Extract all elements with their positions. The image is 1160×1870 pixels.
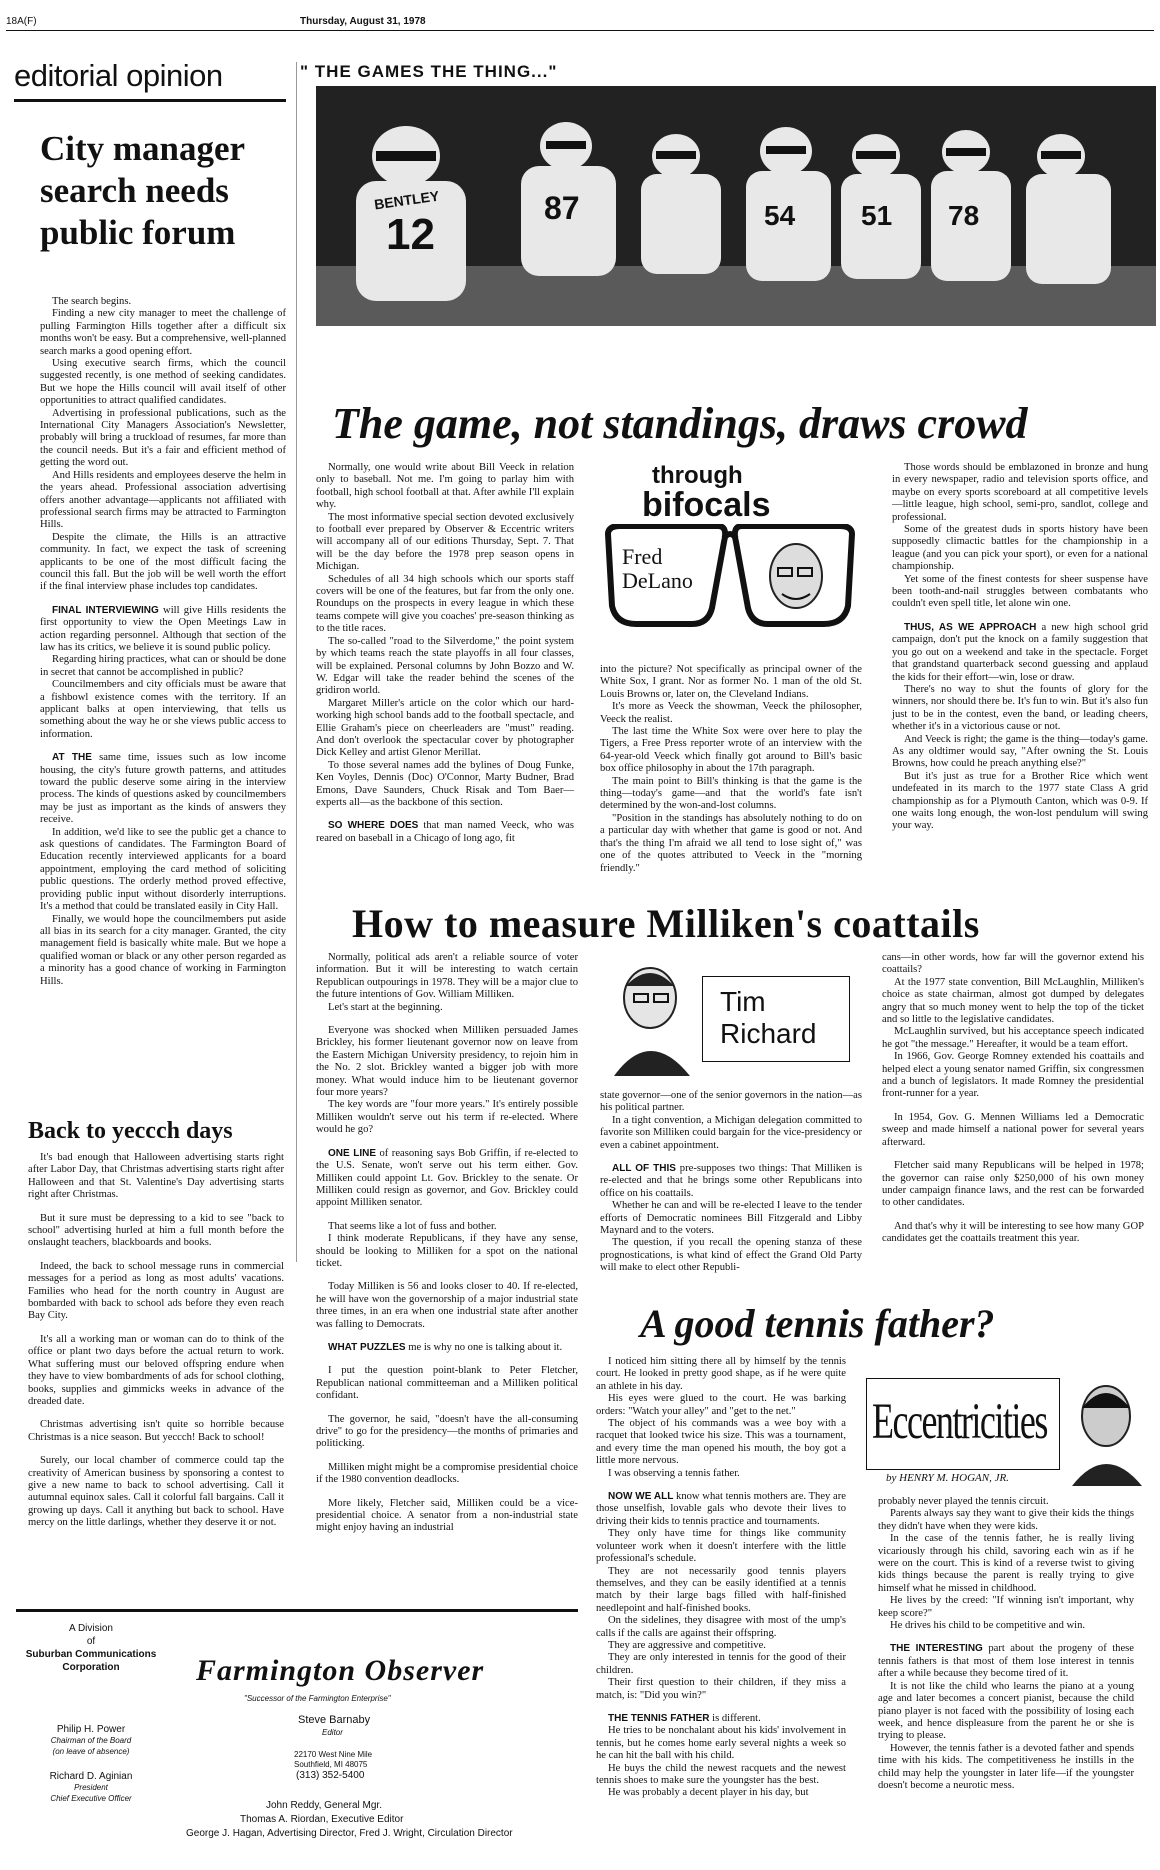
tennis-column-2: [878, 1496, 1134, 1792]
milliken-paragraph: The governor, he said, "doesn't have the all-consuming drive" to go for the presidency—the months of primaries and politicking.: [316, 1413, 578, 1450]
paragraph-lead: AT THE: [52, 752, 92, 764]
milliken-paragraph: [316, 1148, 578, 1210]
game-paragraph: To those several names add the bylines of Doug Funke, Ken Voyles, Dennis (Doc) O'Connor, Marty Budner, Brad Emons, Dave Saunders, Chuck Risak and Tom Baer—experts all—as the backbone of this section.: [316, 759, 574, 808]
editorial-paragraph: Finding a new city manager to meet the challenge of pulling Farmington Hills together after a difficult six months won't be easy. But a comprehensive, well-planned search marks a good opening effort.: [40, 308, 286, 357]
milliken-paragraph: And that's why it will be interesting to see how many GOP candidates get the coattails treatment this year.: [882, 1220, 1144, 1245]
game-paragraph: Some of the greatest duds in sports history have been supposedly climactic battles for the championship in a league (and you can pick your sport), or even for a national championship.: [892, 524, 1148, 573]
officer-block: [16, 1724, 166, 1804]
milliken-paragraph: More likely, Fletcher said, Milliken could be a vice-presidential choice. A senator from a non-industrial state might enjoy having an industrial: [316, 1497, 578, 1534]
tennis-paragraph: They are only interested in tennis for the good of their children.: [596, 1652, 846, 1676]
paragraph-text: that man named Veeck, who was reared on baseball in a Chicago of long ago, fit: [316, 820, 574, 844]
division-line: of: [86, 1636, 96, 1647]
jersey-number-2: 87: [544, 190, 580, 226]
milliken-paragraph: Whether he can and will be re-elected I leave to the tender efforts of Democratic nominees Bill Fitzgerald and Libby Maynard and to the voters.: [600, 1200, 862, 1237]
milliken-paragraph: In 1966, Gov. George Romney extended his coattails and helped elect a young senator named Griffin, six congressmen and a bunch of legislators. It made Romney the presidential front-runner for a year.: [882, 1051, 1144, 1100]
top-rule: [6, 30, 1154, 31]
editorial-paragraph: [40, 605, 286, 655]
yecch-paragraph: Christmas advertising isn't quite so horrible because Christmas is a nice season. But yeccch! Back to school!: [28, 1419, 284, 1443]
milliken-column-1: [316, 952, 578, 1535]
editorial-paragraph: Finally, we would hope the councilmembers put aside all bias in its search for a city manager. Granted, the city management field is basically white male. But we hope a qualified woman or black or any other person regarded as a minority has a good chance of working in Farmington Hills.: [40, 913, 286, 987]
masthead-top-rule: [16, 1609, 578, 1612]
milliken-paragraph: In 1954, Gov. G. Mennen Williams led a Democratic sweep and made himself a national power for several years afterward.: [882, 1111, 1144, 1148]
tennis-paragraph: He tries to be nonchalant about his kids' involvement in tennis, but he comes home early several nights a week so he can hit the ball with his child.: [596, 1725, 846, 1762]
milliken-paragraph: Let's start at the beginning.: [328, 1001, 443, 1013]
game-paragraph: The most informative special section devoted exclusively to football ever prepared by Observer & Eccentric writers will accompany all of our editions Thursday, Sept. 7. That will be the day before the 1978 prep season opens in Michigan.: [316, 511, 574, 573]
page-label: 18A(F): [6, 16, 37, 27]
milliken-paragraph: In a tight convention, a Michigan delegation committed to favorite son Milliken could bargain for the vice-presidency or even a cabinet appointment.: [600, 1114, 862, 1151]
game-paragraph: Those words should be emblazoned in bronze and hung in every newspaper, radio and television sports office, and maybe on every sports scoreboard at all competitive levels—little league, high school, semi-pro, sandlot, college and professional.: [892, 462, 1148, 523]
game-paragraph: [892, 622, 1148, 684]
milliken-paragraph: I think moderate Republicans, if they have any sense, should be looking to Milliken for a spot on the national ticket.: [316, 1233, 578, 1269]
game-paragraph: "Position in the standings has absolutely nothing to do on a particular day with whether that game is good or not. And that's the thing I'm afraid we all tend to lose sight of," was one of the quotes attributed to Veeck in the "morning friendly.": [600, 812, 862, 874]
tennis-paragraph: It is not like the child who learns the piano at a young age and later becomes a concert pianist, because the child piano player is not faced with the possibility of losing each week, and hence displeasure from the parent he or she is trying to please.: [878, 1680, 1134, 1742]
game-paragraph: Schedules of all 34 high schools which our sports staff covers will be one of the features, but far from the only one. Roundups on the prospects in every league in which these teams compete will give you coaches' pre-season thinking as to the title races.: [316, 573, 574, 635]
phone-number: (313) 352-5400: [296, 1770, 365, 1781]
division-line: A Division: [69, 1623, 113, 1634]
editorial-paragraph: And Hills residents and employees deserve the helm in the years ahead. Professional association advertising offers another advantage—applicants not affiliated with professional search firms may be attracted to Farmington Hills.: [40, 469, 286, 531]
paragraph-text: know what tennis mothers are. They are those unselfish, lovable gals who devote their lives to driving their kids to tennis practice and tournaments.: [596, 1491, 846, 1527]
game-column-2: [600, 664, 862, 875]
through-bifocals-logo: [600, 462, 860, 657]
paragraph-text: of reasoning says Bob Griffin, if re-elected to the U.S. Senate, won't serve out his term either. Gov. Milliken could appoint Lt. Gov. Brickley to the senate. Or Milliken could resign as governor, and Gov. Brickley could appoint Milliken senator.: [316, 1147, 578, 1209]
milliken-paragraph: Everyone was shocked when Milliken persuaded James Brickley, his former lieutenant governor now on leave from the Eastern Michigan University presidency, to rejoin him in the No. 2 slot. Brickley wanted a bigger job with more money. What would induce him to be lieutenant governor four more years?: [316, 1025, 578, 1099]
author-portrait: [604, 956, 700, 1080]
tennis-paragraph: His eyes were glued to the court. He was barking orders: "Watch your alley" and "get to the net.": [596, 1393, 846, 1417]
tennis-paragraph: On the sidelines, they disagree with most of the ump's calls if the calls are against their offspring.: [596, 1615, 846, 1639]
milliken-paragraph: The question, if you recall the opening stanza of these prognostications, is what kind of effect the Grand Old Party will make to elect other Republi-: [600, 1237, 862, 1274]
division-block: [16, 1622, 166, 1674]
paragraph-lead: THE TENNIS FATHER: [608, 1712, 710, 1724]
tennis-paragraph: He was probably a decent player in his day, but: [608, 1787, 809, 1799]
jersey-number-3: 54: [764, 200, 796, 231]
milliken-paragraph: Normally, political ads aren't a reliable source of voter information. But it will be interesting to watch certain Republican outpourings in 1978. They will be a major clue to the future intentions of Gov. William Milliken.: [316, 952, 578, 1001]
paragraph-text: part about the progeny of these tennis fathers is that most of them lose interest in tennis after a while because they become tired of it.: [878, 1643, 1134, 1680]
milliken-paragraph: state governor—one of the senior governors in the nation—as his political partner.: [600, 1090, 862, 1114]
tennis-paragraph: I noticed him sitting there all by himself by the tennis court. He looked in pretty good shape, as if he were quite an athlete in his day.: [596, 1356, 846, 1392]
officer-title: Chief Executive Officer: [50, 1794, 132, 1803]
yecch-paragraph: Indeed, the back to school message runs in commercial messages for a period as long as most adults' vacations. Families who head for the north country in August are bombarded with back to school ads before they even reach Bay City.: [28, 1260, 284, 1322]
officer-name: Richard D. Aginian: [49, 1771, 133, 1782]
tim-richard-logo: [604, 956, 854, 1080]
logo-through-text: through: [652, 462, 743, 489]
milliken-paragraph: That seems like a lot of fuss and bother.: [328, 1220, 497, 1232]
editorial-paragraph: Using executive search firms, which the council suggested recently, is one method of seeking candidates. But we hope the Hills council will avail itself of other opportunities to attract qualified candidates.: [40, 358, 286, 407]
tennis-paragraph: The object of his commands was a wee boy with a racquet that looked twice his size. This was a tournament, and every time the man opened his mouth, the boy got a little more nervous.: [596, 1418, 846, 1467]
editorial-paragraph: Councilmembers and city officials must be aware that a fishbowl existence comes with the territory. If an applicant balks at open interviewing, that tells us something about the way he or she views public access to information.: [40, 679, 286, 740]
division-line: Corporation: [62, 1662, 120, 1673]
editor-name: Steve Barnaby: [298, 1714, 371, 1726]
yecch-column: [28, 1152, 284, 1530]
game-paragraph: Normally, one would write about Bill Veeck in relation only to baseball. Not me. I'm going to parlay him with football, high school football at that. After awhile I'll explain why.: [316, 462, 574, 511]
yecch-paragraph: But it sure must be depressing to a kid to see "back to school" advertising hurled at him a full month before the onslaught teachers, blackboards and books.: [28, 1212, 284, 1249]
game-paragraph: Margaret Miller's article on the color which our hard-working high school bands add to the football spectacle, and Ellie Graham's piece on cheerleaders are "must" reading. And don't overlook the spectacular cover by photographer Dick Kelley and artist Glenor Merillat.: [316, 697, 574, 759]
byline: by HENRY M. HOGAN, JR.: [886, 1472, 1009, 1484]
game-column-1: [316, 462, 574, 845]
paragraph-lead: WHAT PUZZLES: [328, 1341, 406, 1353]
editorial-paragraph: Advertising in professional publications, such as the International City Managers Association's Newsletter, probably will bring a truckload of resumes, far more than the council needs. But it's a fair and efficient method of getting the word out.: [40, 407, 286, 469]
section-title: editorial opinion: [14, 58, 223, 93]
editorial-paragraph: [40, 752, 286, 826]
editorial-headline: City manager search needs public forum: [40, 129, 245, 252]
logo-author-last: DeLano: [622, 568, 693, 593]
milliken-paragraph: At the 1977 state convention, Bill McLaughlin, Milliken's choice as state chairman, almost got dumped by delegates angry that so much money went to help the top of the ticket and so little to the legislative candidates.: [882, 976, 1144, 1026]
address-line: 22170 West Nine Mile: [294, 1750, 373, 1759]
tennis-paragraph: They are aggressive and competitive.: [608, 1639, 766, 1651]
division-line: Suburban Communications: [25, 1649, 157, 1660]
jersey-name: BENTLEY: [373, 187, 441, 213]
yecch-paragraph: Surely, our local chamber of commerce could tap the creativity of American business by sponsoring a contest to give a new name to back to school advertising. Call it autumnal equinox sales. Call it colorful fall bargains. Call it growing up days. Call it anything but back to school. Have mercy on the little darlings, whether they deserve it or not.: [28, 1455, 284, 1529]
editorial-column: [40, 296, 286, 988]
logo-author-first: Tim: [720, 986, 766, 1017]
officer-title: President: [74, 1783, 108, 1792]
officer-name: Philip H. Power: [56, 1724, 126, 1735]
tennis-paragraph: Their first question to their children, if they miss a match, is: "Did you win?": [596, 1677, 846, 1701]
jersey-number-4: 51: [861, 200, 893, 231]
game-paragraph: The last time the White Sox were over here to play the Tigers, a Free Press reporter wrote of an interview with the 64-year-old Veeck which finally got around to Bill's basic box office philosophy in about the 17th paragraph.: [600, 726, 862, 775]
paragraph-text: pre-supposes two things: That Milliken is re-elected and that he brings some other Republicans into office on his coattails.: [600, 1163, 862, 1199]
paragraph-text: same time, issues such as low income housing, the city's future growth patterns, and attitudes toward the public deserve some airing in the interview process. The kinds of questions asked by councilmembers may be just as important as the kinds of answers they receive.: [40, 752, 286, 826]
game-paragraph: But it's just as true for a Brother Rice which went undefeated in its march to the 1977 state Class A grid championship as for a Plymouth Canton, which was 0-9. If one waits long enough, the won-lost pendulum will swing your way.: [892, 770, 1148, 832]
game-paragraph: There's no way to shut the founts of glory for the winners, nor should there be. It's fun to win. But it's also fun just to be in the contest, even the band, or leading cheers, whether it's in a victorious cause or not.: [892, 683, 1148, 733]
tennis-paragraph: I was observing a tennis father.: [608, 1467, 740, 1479]
tennis-column-1: [596, 1356, 846, 1800]
tennis-paragraph: He drives his child to be competitive and win.: [890, 1620, 1086, 1632]
editorial-paragraph: Despite the climate, the Hills is an attractive community. In fact, we expect the task of screening applicants to be one of the most difficult facing the council this fall. But the job will be well worth the effort if the final interview phase includes top candidates.: [40, 531, 286, 593]
milliken-headline: How to measure Milliken's coattails: [352, 901, 980, 946]
milliken-paragraph: Fletcher said many Republicans will be helped in 1978; the governor can raise only $250,000 of his own money under campaign finance laws, and the rest can be forwarded to other candidates.: [882, 1160, 1144, 1209]
milliken-paragraph: The key words are "four more years." It's entirely possible Milliken wouldn't serve out his term if re-elected. Where would he go?: [316, 1099, 578, 1136]
yecch-paragraph: It's all a working man or woman can do to think of the office or plant two days before the actual return to work. What suffering must our beloved offspring endure when they have to view bombardments of ads for school clothing, books, supplies and gimmicks weeks in advance of the dreaded date.: [28, 1333, 284, 1407]
game-column-3: [892, 462, 1148, 833]
football-players-illustration: [316, 86, 1156, 326]
jersey-number-1: 12: [386, 210, 435, 259]
game-paragraph: The main point to Bill's thinking is that the game is the thing—today's game—and that the world's fate isn't determined by the won-and-lost columns.: [600, 775, 862, 812]
paragraph-lead: FINAL INTERVIEWING: [52, 604, 159, 616]
tennis-paragraph: Parents always say they want to give their kids the things they didn't have when they were kids.: [878, 1508, 1134, 1532]
masthead-box: [16, 1614, 578, 1862]
author-portrait: [1064, 1370, 1150, 1486]
yecch-headline: Back to yeccch days: [28, 1118, 233, 1144]
paragraph-text: will give Hills residents the first opportunity to view the Open Meetings Law in action regarding personnel. Although that section of the law has its critics, we believe it is sound public policy.: [40, 604, 286, 653]
milliken-paragraph: [600, 1163, 862, 1200]
tennis-headline: A good tennis father?: [640, 1301, 995, 1346]
eccentricities-logo: [866, 1370, 1156, 1486]
tennis-paragraph: [596, 1713, 846, 1725]
staff-line: George J. Hagan, Advertising Director, Fred J. Wright, Circulation Director: [186, 1828, 513, 1839]
tennis-paragraph: They only have time for things like community volunteer work when it doesn't interfere with the little professional's schedule.: [596, 1528, 846, 1565]
photo-caption: " THE GAMES THE THING...": [300, 62, 558, 81]
game-paragraph: into the picture? Not specifically as principal owner of the White Sox, I grant. Nor as former No. 1 man of the old St. Louis Browns or, later on, the Cleveland Indians.: [600, 664, 862, 700]
section-rule: [14, 99, 286, 102]
paragraph-lead: THUS, AS WE APPROACH: [904, 621, 1037, 633]
game-paragraph: Yet some of the finest contests for sheer suspense have been tooth-and-nail struggles between combatants who couldn't even spell title, let alone win one.: [892, 573, 1148, 610]
tennis-paragraph: They are not necessarily good tennis players themselves, and they can be easily identified at a tennis match by their large bags filled with half-finished needlepoint and half-finished books.: [596, 1565, 846, 1614]
paragraph-lead: SO WHERE DOES: [328, 820, 419, 832]
milliken-paragraph: Milliken might might be a compromise presidential choice if the 1980 convention deadlocks.: [316, 1461, 578, 1486]
milliken-paragraph: McLaughlin survived, but his acceptance speech indicated he got "the message." Hereafter, it would be a team effort.: [882, 1026, 1144, 1050]
paper-tagline: "Successor of the Farmington Enterprise": [244, 1694, 391, 1703]
paragraph-text: a new high school grid campaign, don't put the knock on a family suggestion that you go out on a weekend and take in the spectacle. Forget that grandstand quarterback second guessing and applaud the kids for their effort—win, lose or draw.: [892, 621, 1148, 683]
tennis-paragraph: [878, 1643, 1134, 1680]
football-photo: [316, 86, 1156, 326]
page-date: Thursday, August 31, 1978: [300, 16, 426, 27]
game-paragraph: It's more as Veeck the showman, Veeck the philosopher, Veeck the realist.: [600, 701, 862, 725]
jersey-number-5: 78: [948, 200, 980, 231]
paragraph-lead: NOW WE ALL: [608, 1491, 674, 1503]
tennis-paragraph: He buys the child the newest racquets and the newest tennis shoes to make sure the youngster has the best.: [596, 1762, 846, 1786]
paragraph-text: is different.: [709, 1712, 761, 1724]
editorial-paragraph: Regarding hiring practices, what can or should be done in secret that cannot be accomplished in public?: [40, 654, 286, 678]
tennis-paragraph: However, the tennis father is a devoted father and spends time with his kids. The competitiveness he instills in the child may help the youngster in later life—if the youngster doesn't become a neurotic mess.: [878, 1742, 1134, 1791]
milliken-column-3: [882, 952, 1144, 1246]
tennis-paragraph: In the case of the tennis father, he is really living vicariously through his child, savoring each win as if he were on the court. This is kind of a reverse twist to giving kids things because the parent is really trying to give himself what he missed in childhood.: [878, 1533, 1134, 1594]
paragraph-lead: ONE LINE: [328, 1147, 377, 1159]
milliken-paragraph: Today Milliken is 56 and looks closer to 40. If re-elected, he will have won the governorship of a major industrial state three times, in an era when one industrial state after another was falling to Democrats.: [316, 1281, 578, 1330]
paper-name: Farmington Observer: [196, 1654, 485, 1687]
column-rule: [296, 62, 297, 1262]
staff-line: John Reddy, General Mgr.: [266, 1800, 382, 1811]
logo-author-last: Richard: [720, 1018, 817, 1049]
editorial-paragraph: The search begins.: [52, 296, 132, 307]
officer-note: (on leave of absence): [52, 1747, 130, 1756]
game-paragraph: The so-called "road to the Silverdome," the point system by which teams reach the state playoffs in all four classes, will be explained. Personal columns by John Bozzo and W. W. Edgar will take the reader behind the scenes of the gridiron world.: [316, 635, 574, 697]
address-line: Southfield, MI 48075: [294, 1760, 368, 1769]
paragraph-text: me is why no one is talking about it.: [405, 1341, 563, 1353]
milliken-paragraph: [316, 1342, 578, 1354]
editorial-paragraph: In addition, we'd like to see the public get a chance to ask questions of candidates. The Farmington Board of Education recently interviewed applicants for a board appointment, employing the card method of soliciting public questions. The orderly method proved effective, providing public input without disorderly interruptions. It's a method that could be translated easily in City Hall.: [40, 826, 286, 913]
paragraph-lead: ALL OF THIS: [612, 1163, 676, 1175]
tennis-paragraph: probably never played the tennis circuit.: [878, 1496, 1049, 1507]
tennis-paragraph: He lives by the creed: "If winning isn't important, why keep score?": [878, 1595, 1134, 1619]
logo-bifocals-text: bifocals: [642, 486, 771, 524]
game-paragraph: [316, 820, 574, 845]
officer-title: Chairman of the Board: [50, 1736, 132, 1745]
paragraph-lead: THE INTERESTING: [890, 1643, 983, 1655]
tennis-paragraph: [596, 1491, 846, 1528]
logo-author-first: Fred: [622, 544, 663, 569]
milliken-paragraph: I put the question point-blank to Peter Fletcher, Republican national committeeman and a Milliken political confidant.: [316, 1365, 578, 1402]
milliken-paragraph: cans—in other words, how far will the governor extend his coattails?: [882, 952, 1144, 976]
staff-line: Thomas A. Riordan, Executive Editor: [240, 1814, 404, 1825]
yecch-paragraph: It's bad enough that Halloween advertising starts right after Labor Day, that Christmas advertising starts right after Halloween and that St. Valentine's Day advertising starts right after Christmas.: [28, 1152, 284, 1201]
logo-title: Eccentricities: [872, 1393, 1047, 1450]
milliken-column-2: [600, 1090, 862, 1275]
game-paragraph: And Veeck is right; the game is the thing—today's game. As any oldtimer would say, "After owning the St. Louis Browns, how could he preach anything else?": [892, 733, 1148, 770]
editor-title: Editor: [322, 1728, 343, 1737]
game-headline: The game, not standings, draws crowd: [332, 399, 1028, 448]
